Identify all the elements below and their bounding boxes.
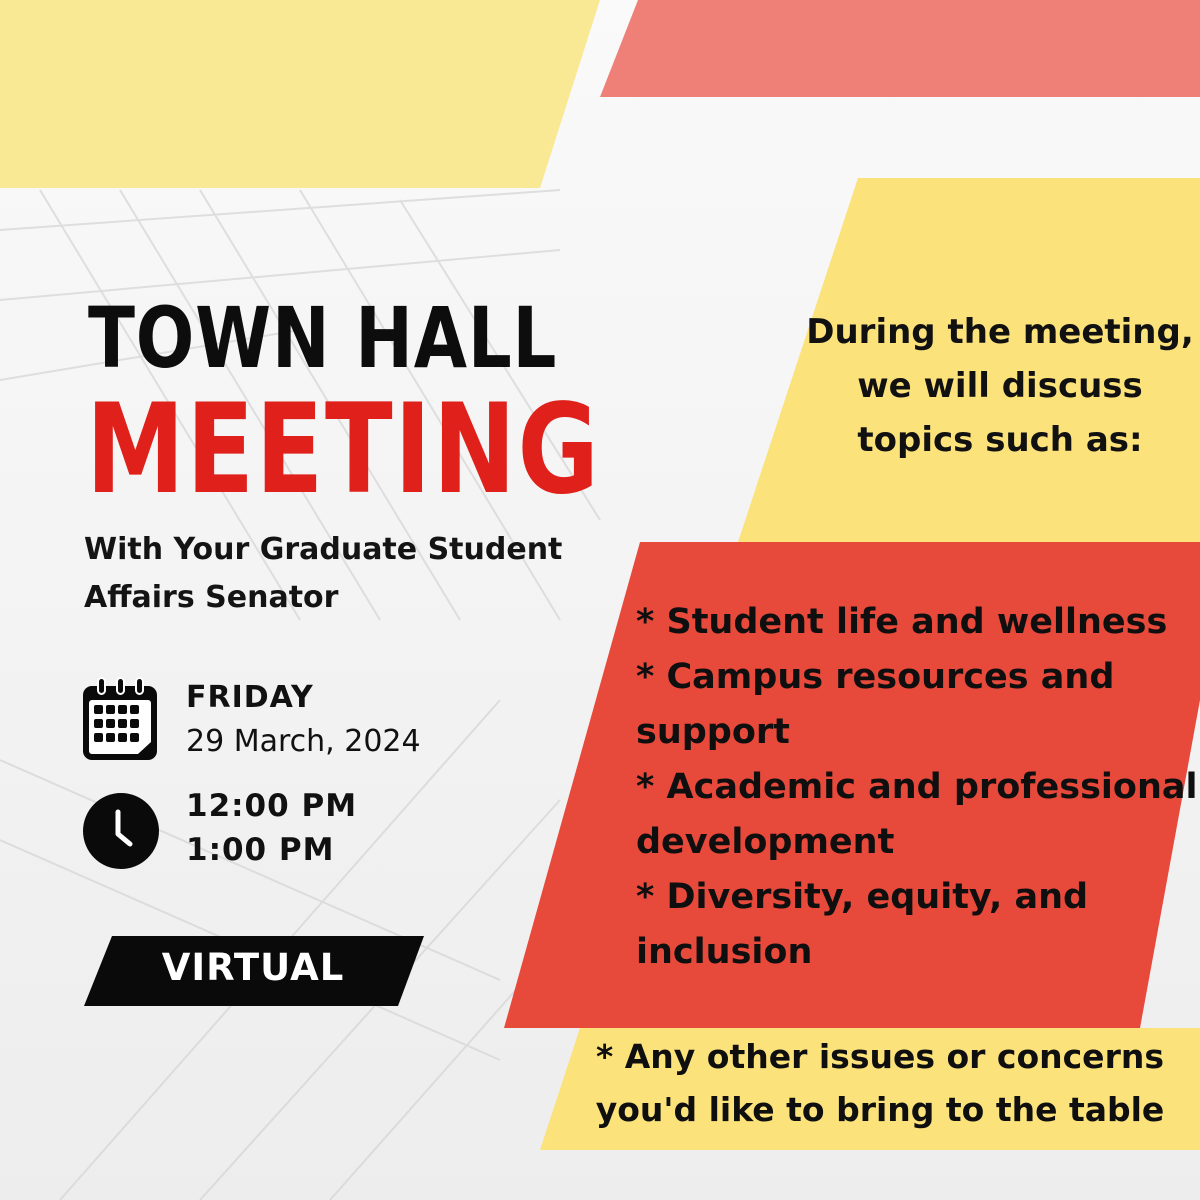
clock-icon (82, 792, 160, 870)
topic-item: * Diversity, equity, and inclusion (636, 877, 1089, 972)
topic-item: * Campus resources and support (636, 657, 1115, 752)
topic-item: * Academic and professional development (636, 767, 1198, 862)
title-line-1: TOWN HALL (88, 289, 558, 387)
event-date: 29 March, 2024 (186, 724, 421, 759)
start-time: 12:00 PM (186, 788, 358, 824)
event-day: FRIDAY (186, 680, 314, 715)
top-left-yellow-band (0, 0, 600, 188)
calendar-icon (80, 676, 162, 766)
agenda-intro: During the meeting, we will discuss topics such as: (806, 312, 1194, 460)
subtitle: With Your Graduate Student Affairs Senator (84, 532, 563, 615)
closing-note: * Any other issues or concerns you'd like to bring to the table (595, 1037, 1165, 1129)
top-right-salmon-band (600, 0, 1200, 97)
title-line-2: MEETING (86, 378, 601, 522)
end-time: 1:00 PM (186, 832, 335, 868)
topic-item: * Student life and wellness (636, 602, 1168, 642)
topics-list (636, 595, 1200, 980)
virtual-label: VIRTUAL (161, 946, 345, 989)
